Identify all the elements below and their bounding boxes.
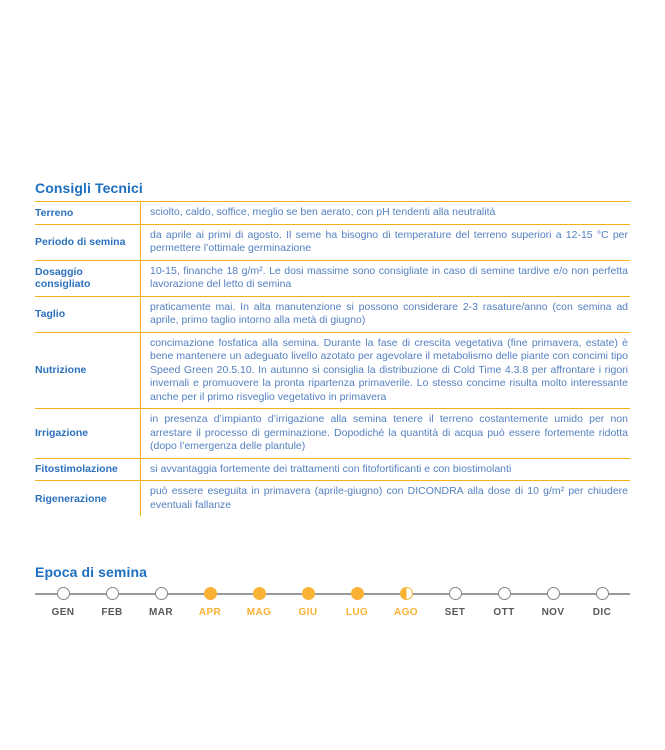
row-value: concimazione fosfatica alla semina. Durante la fase di crescita vegetativa (fine primavera, estate) è bene mantenere un adeguato livello azotato per agevolare il metabolismo delle piante con concimi tipo Speed Green 20.5.10. In autunno si consiglia la distribuzione di Cold Time 4.3.8 per affrontare i rigori invernali e promuovere la pronta ripartenza primaverile. Lo stesso concime risulta molto interessante anche per il primo risveglio vegetativo in primavera xyxy=(140,333,630,409)
row-value: in presenza d’impianto d’irrigazione alla semina tenere il terreno costantemente umido per non arrestare il processo di germinazione. Dopodiché la quantità di acqua può essere fortemente ridotta (dopo l’emergenza delle plantule) xyxy=(140,409,630,458)
row-value: praticamente mai. In alta manutenzione si possono considerare 2-3 rasature/anno (con semina ad aprile, primo taglio intorno alla metà di giugno) xyxy=(140,297,630,332)
month-item xyxy=(386,587,426,618)
month-item xyxy=(582,587,622,618)
month-dot-icon xyxy=(547,587,560,600)
table-row xyxy=(35,225,630,261)
spec-table xyxy=(35,201,630,516)
row-value: si avvantaggia fortemente dei trattamenti con fitofortificanti e con biostimolanti xyxy=(140,459,630,481)
row-label: Dosaggio consigliato xyxy=(35,266,91,290)
month-dot-icon xyxy=(498,587,511,600)
month-dot-icon xyxy=(253,587,266,600)
row-label: Taglio xyxy=(35,308,66,320)
month-label: MAG xyxy=(246,607,272,618)
row-label: Terreno xyxy=(35,206,74,219)
month-label: NOV xyxy=(541,607,565,618)
month-label: DIC xyxy=(592,607,612,618)
row-value: da aprile ai primi di agosto. Il seme ha bisogno di temperature del terreno superiori a 12-15 °C per permettere l’ottimale germinazione xyxy=(140,225,630,260)
row-value: sciolto, caldo, soffice, meglio se ben aerato, con pH tendenti alla neutralità xyxy=(140,202,630,224)
table-row xyxy=(35,409,630,459)
table-row xyxy=(35,297,630,333)
month-item xyxy=(239,587,279,618)
month-dot-icon xyxy=(302,587,315,600)
month-label: FEB xyxy=(101,607,123,618)
month-dot-icon xyxy=(351,587,364,600)
month-item xyxy=(484,587,524,618)
row-label: Nutrizione xyxy=(35,364,87,377)
month-item xyxy=(288,587,328,618)
row-value: 10-15, finanche 18 g/m². Le dosi massime sono consigliate in caso di semine tardive e/o non perfetta lavorazione del letto di semina xyxy=(140,261,630,296)
row-label: Periodo di semina xyxy=(35,236,126,248)
table-row xyxy=(35,459,630,482)
month-item xyxy=(141,587,181,618)
table-row xyxy=(35,481,630,516)
row-label: Irrigazione xyxy=(35,427,89,440)
month-dot-icon xyxy=(204,587,217,600)
month-dot-icon xyxy=(596,587,609,600)
month-label: OTT xyxy=(493,607,515,618)
month-dot-icon xyxy=(57,587,70,600)
row-value: può essere eseguita in primavera (aprile-giugno) con DICONDRA alla dose di 10 g/m² per chiudere eventuali fallanze xyxy=(140,481,630,516)
month-dot-icon xyxy=(155,587,168,600)
row-label: Fitostimolazione xyxy=(35,463,118,476)
month-label: MAR xyxy=(149,607,173,618)
month-label: GIU xyxy=(298,607,318,618)
row-label: Rigenerazione xyxy=(35,492,107,505)
page xyxy=(35,180,630,633)
month-label: LUG xyxy=(345,607,369,618)
table-row xyxy=(35,202,630,225)
month-dot-icon xyxy=(106,587,119,600)
month-item xyxy=(435,587,475,618)
sowing-timeline xyxy=(35,587,630,633)
page-title: Consigli Tecnici xyxy=(35,180,143,196)
month-dot-icon xyxy=(400,587,413,600)
month-label: APR xyxy=(198,607,222,618)
month-dot-icon xyxy=(449,587,462,600)
sowing-period-title: Epoca di semina xyxy=(35,564,147,580)
month-label: GEN xyxy=(51,607,75,618)
month-item xyxy=(337,587,377,618)
table-row xyxy=(35,333,630,410)
month-item xyxy=(533,587,573,618)
month-label: AGO xyxy=(394,607,418,618)
month-item xyxy=(190,587,230,618)
month-item xyxy=(92,587,132,618)
month-item xyxy=(43,587,83,618)
table-row xyxy=(35,261,630,297)
timeline-months xyxy=(35,587,630,618)
month-label: SET xyxy=(444,607,466,618)
